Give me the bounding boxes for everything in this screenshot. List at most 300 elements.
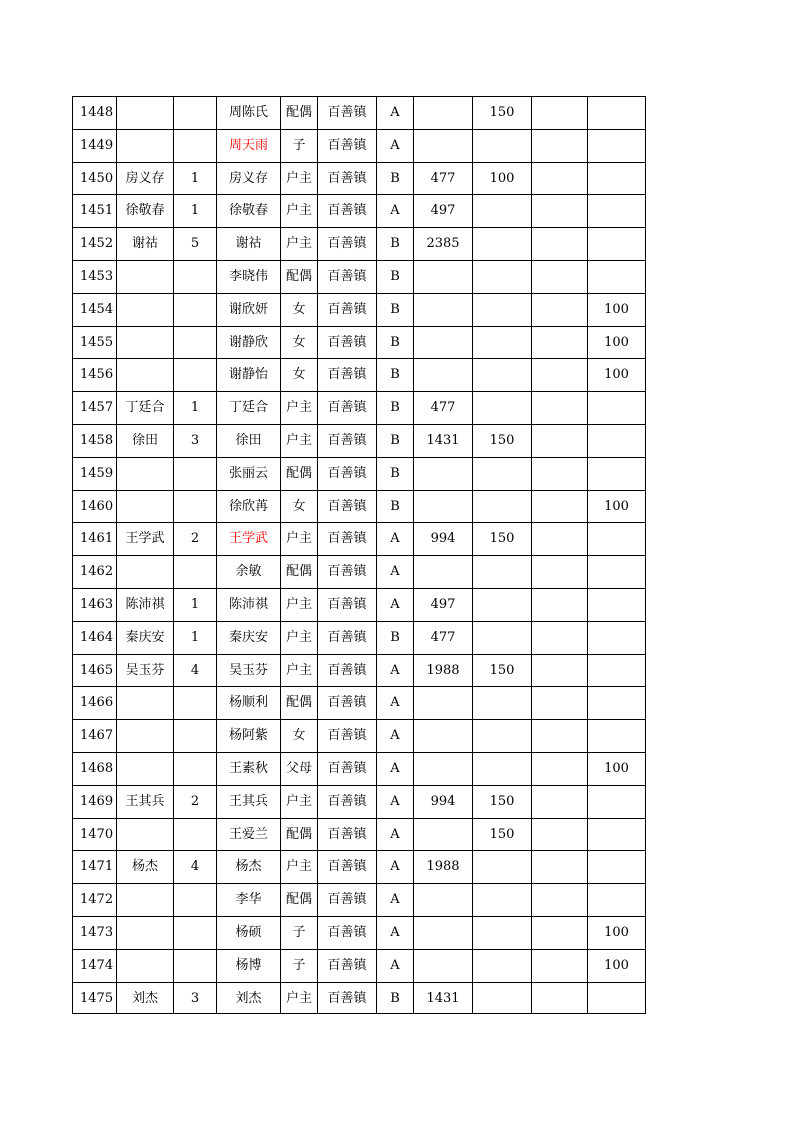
row-number-cell: 1474 xyxy=(72,949,116,982)
town-cell: 百善镇 xyxy=(317,293,376,326)
amount-3-cell xyxy=(531,391,587,424)
town-cell: 百善镇 xyxy=(317,326,376,359)
town-cell: 百善镇 xyxy=(317,227,376,260)
household-head-cell: 谢祜 xyxy=(116,227,173,260)
amount-2-cell xyxy=(472,719,531,752)
member-name-cell: 秦庆安 xyxy=(216,621,280,654)
relationship-cell: 配偶 xyxy=(280,818,317,851)
town-cell: 百善镇 xyxy=(317,588,376,621)
table-row xyxy=(72,162,646,195)
category-cell: B xyxy=(376,162,413,195)
amount-4-cell xyxy=(587,522,646,555)
household-head-cell: 杨杰 xyxy=(116,850,173,883)
household-head-cell xyxy=(116,883,173,916)
category-cell: A xyxy=(376,850,413,883)
amount-4-cell xyxy=(587,260,646,293)
row-number-cell: 1455 xyxy=(72,326,116,359)
category-cell: A xyxy=(376,129,413,162)
row-number-cell: 1464 xyxy=(72,621,116,654)
household-size-cell xyxy=(173,719,216,752)
amount-2-cell xyxy=(472,752,531,785)
table-row xyxy=(72,391,646,424)
amount-2-cell xyxy=(472,883,531,916)
amount-3-cell xyxy=(531,818,587,851)
table-row xyxy=(72,555,646,588)
category-cell: B xyxy=(376,982,413,1015)
amount-2-cell: 150 xyxy=(472,654,531,687)
amount-3-cell xyxy=(531,96,587,129)
category-cell: B xyxy=(376,621,413,654)
amount-1-cell: 2385 xyxy=(413,227,472,260)
town-cell: 百善镇 xyxy=(317,129,376,162)
amount-4-cell xyxy=(587,818,646,851)
amount-4-cell xyxy=(587,719,646,752)
relationship-cell: 配偶 xyxy=(280,260,317,293)
member-name-cell: 丁廷合 xyxy=(216,391,280,424)
category-cell: A xyxy=(376,916,413,949)
table-row xyxy=(72,916,646,949)
household-head-cell xyxy=(116,293,173,326)
household-head-cell: 房义存 xyxy=(116,162,173,195)
table-row xyxy=(72,949,646,982)
household-size-cell: 1 xyxy=(173,588,216,621)
town-cell: 百善镇 xyxy=(317,883,376,916)
amount-2-cell xyxy=(472,194,531,227)
amount-4-cell xyxy=(587,227,646,260)
relationship-cell: 女 xyxy=(280,490,317,523)
row-number-cell: 1475 xyxy=(72,982,116,1015)
amount-1-cell xyxy=(413,129,472,162)
amount-1-cell xyxy=(413,457,472,490)
amount-4-cell: 100 xyxy=(587,916,646,949)
amount-2-cell xyxy=(472,949,531,982)
household-head-cell: 吴玉芬 xyxy=(116,654,173,687)
member-name-cell: 徐欣苒 xyxy=(216,490,280,523)
member-name-cell: 王爱兰 xyxy=(216,818,280,851)
member-name-cell: 徐敬春 xyxy=(216,194,280,227)
household-head-cell: 陈沛祺 xyxy=(116,588,173,621)
household-head-cell xyxy=(116,752,173,785)
amount-3-cell xyxy=(531,260,587,293)
relationship-cell: 户主 xyxy=(280,785,317,818)
relationship-cell: 女 xyxy=(280,293,317,326)
amount-1-cell xyxy=(413,883,472,916)
member-name-cell: 王其兵 xyxy=(216,785,280,818)
household-size-cell xyxy=(173,326,216,359)
table-row xyxy=(72,719,646,752)
household-head-cell xyxy=(116,949,173,982)
category-cell: B xyxy=(376,358,413,391)
amount-3-cell xyxy=(531,424,587,457)
table-row xyxy=(72,260,646,293)
member-name-cell: 谢静欣 xyxy=(216,326,280,359)
row-number-cell: 1457 xyxy=(72,391,116,424)
table-row xyxy=(72,490,646,523)
amount-3-cell xyxy=(531,752,587,785)
amount-1-cell xyxy=(413,490,472,523)
amount-3-cell xyxy=(531,227,587,260)
town-cell: 百善镇 xyxy=(317,194,376,227)
amount-2-cell xyxy=(472,850,531,883)
amount-1-cell xyxy=(413,358,472,391)
amount-4-cell xyxy=(587,686,646,719)
amount-1-cell xyxy=(413,719,472,752)
town-cell: 百善镇 xyxy=(317,162,376,195)
household-head-cell xyxy=(116,457,173,490)
household-size-cell xyxy=(173,752,216,785)
member-name-cell: 周天雨 xyxy=(216,129,280,162)
amount-2-cell xyxy=(472,982,531,1015)
amount-4-cell xyxy=(587,96,646,129)
member-name-cell: 周陈氏 xyxy=(216,96,280,129)
household-head-cell xyxy=(116,916,173,949)
relationship-cell: 户主 xyxy=(280,194,317,227)
category-cell: B xyxy=(376,391,413,424)
table-row xyxy=(72,96,646,129)
household-size-cell xyxy=(173,260,216,293)
amount-1-cell xyxy=(413,686,472,719)
amount-4-cell xyxy=(587,588,646,621)
amount-4-cell: 100 xyxy=(587,490,646,523)
member-name-cell: 刘杰 xyxy=(216,982,280,1015)
amount-3-cell xyxy=(531,588,587,621)
household-size-cell xyxy=(173,555,216,588)
amount-4-cell: 100 xyxy=(587,949,646,982)
amount-1-cell xyxy=(413,818,472,851)
relationship-cell: 配偶 xyxy=(280,457,317,490)
relationship-cell: 配偶 xyxy=(280,96,317,129)
household-size-cell: 1 xyxy=(173,162,216,195)
member-name-cell: 杨阿紫 xyxy=(216,719,280,752)
amount-1-cell xyxy=(413,293,472,326)
member-name-cell: 谢静怡 xyxy=(216,358,280,391)
amount-4-cell xyxy=(587,457,646,490)
household-size-cell: 3 xyxy=(173,982,216,1015)
amount-3-cell xyxy=(531,949,587,982)
category-cell: A xyxy=(376,949,413,982)
category-cell: A xyxy=(376,588,413,621)
table-row xyxy=(72,752,646,785)
amount-2-cell xyxy=(472,457,531,490)
town-cell: 百善镇 xyxy=(317,457,376,490)
amount-4-cell xyxy=(587,424,646,457)
household-head-cell xyxy=(116,555,173,588)
relationship-cell: 户主 xyxy=(280,588,317,621)
household-size-cell xyxy=(173,686,216,719)
table-row xyxy=(72,457,646,490)
amount-3-cell xyxy=(531,916,587,949)
amount-3-cell xyxy=(531,457,587,490)
member-name-cell: 余敏 xyxy=(216,555,280,588)
table-row xyxy=(72,818,646,851)
member-name-cell: 杨顺利 xyxy=(216,686,280,719)
household-size-cell xyxy=(173,96,216,129)
amount-3-cell xyxy=(531,358,587,391)
category-cell: A xyxy=(376,654,413,687)
category-cell: A xyxy=(376,686,413,719)
row-number-cell: 1459 xyxy=(72,457,116,490)
household-table xyxy=(72,96,646,1014)
amount-4-cell: 100 xyxy=(587,752,646,785)
relationship-cell: 户主 xyxy=(280,850,317,883)
table-row xyxy=(72,293,646,326)
amount-1-cell: 1988 xyxy=(413,850,472,883)
town-cell: 百善镇 xyxy=(317,752,376,785)
amount-3-cell xyxy=(531,555,587,588)
amount-4-cell xyxy=(587,555,646,588)
household-head-cell: 丁廷合 xyxy=(116,391,173,424)
relationship-cell: 户主 xyxy=(280,522,317,555)
amount-1-cell: 1431 xyxy=(413,982,472,1015)
amount-2-cell: 150 xyxy=(472,522,531,555)
amount-4-cell xyxy=(587,785,646,818)
town-cell: 百善镇 xyxy=(317,555,376,588)
amount-3-cell xyxy=(531,621,587,654)
amount-2-cell xyxy=(472,129,531,162)
amount-2-cell xyxy=(472,588,531,621)
amount-1-cell: 497 xyxy=(413,588,472,621)
amount-2-cell xyxy=(472,293,531,326)
household-head-cell xyxy=(116,96,173,129)
amount-2-cell: 150 xyxy=(472,785,531,818)
town-cell: 百善镇 xyxy=(317,96,376,129)
row-number-cell: 1448 xyxy=(72,96,116,129)
row-number-cell: 1452 xyxy=(72,227,116,260)
category-cell: B xyxy=(376,326,413,359)
amount-3-cell xyxy=(531,490,587,523)
amount-1-cell: 1988 xyxy=(413,654,472,687)
category-cell: A xyxy=(376,883,413,916)
category-cell: A xyxy=(376,785,413,818)
amount-2-cell xyxy=(472,555,531,588)
relationship-cell: 户主 xyxy=(280,621,317,654)
member-name-cell: 李晓伟 xyxy=(216,260,280,293)
table-row xyxy=(72,194,646,227)
amount-2-cell xyxy=(472,326,531,359)
row-number-cell: 1451 xyxy=(72,194,116,227)
member-name-cell: 谢祜 xyxy=(216,227,280,260)
relationship-cell: 子 xyxy=(280,129,317,162)
category-cell: A xyxy=(376,194,413,227)
relationship-cell: 女 xyxy=(280,719,317,752)
category-cell: B xyxy=(376,457,413,490)
household-head-cell: 徐敬春 xyxy=(116,194,173,227)
relationship-cell: 户主 xyxy=(280,162,317,195)
member-name-cell: 李华 xyxy=(216,883,280,916)
amount-4-cell xyxy=(587,982,646,1015)
relationship-cell: 配偶 xyxy=(280,883,317,916)
amount-1-cell xyxy=(413,949,472,982)
town-cell: 百善镇 xyxy=(317,391,376,424)
relationship-cell: 配偶 xyxy=(280,686,317,719)
amount-1-cell xyxy=(413,555,472,588)
town-cell: 百善镇 xyxy=(317,982,376,1015)
relationship-cell: 父母 xyxy=(280,752,317,785)
amount-3-cell xyxy=(531,326,587,359)
row-number-cell: 1473 xyxy=(72,916,116,949)
household-head-cell xyxy=(116,129,173,162)
household-head-cell: 刘杰 xyxy=(116,982,173,1015)
town-cell: 百善镇 xyxy=(317,785,376,818)
member-name-cell: 陈沛祺 xyxy=(216,588,280,621)
amount-1-cell: 477 xyxy=(413,162,472,195)
household-head-cell: 王学武 xyxy=(116,522,173,555)
amount-4-cell xyxy=(587,129,646,162)
amount-2-cell: 100 xyxy=(472,162,531,195)
amount-3-cell xyxy=(531,129,587,162)
row-number-cell: 1467 xyxy=(72,719,116,752)
row-number-cell: 1454 xyxy=(72,293,116,326)
amount-4-cell: 100 xyxy=(587,326,646,359)
amount-3-cell xyxy=(531,522,587,555)
household-size-cell: 1 xyxy=(173,194,216,227)
row-number-cell: 1470 xyxy=(72,818,116,851)
table-row xyxy=(72,654,646,687)
town-cell: 百善镇 xyxy=(317,654,376,687)
household-head-cell xyxy=(116,686,173,719)
category-cell: A xyxy=(376,96,413,129)
amount-1-cell xyxy=(413,916,472,949)
amount-3-cell xyxy=(531,686,587,719)
category-cell: B xyxy=(376,424,413,457)
row-number-cell: 1460 xyxy=(72,490,116,523)
household-head-cell: 秦庆安 xyxy=(116,621,173,654)
row-number-cell: 1462 xyxy=(72,555,116,588)
household-head-cell xyxy=(116,818,173,851)
household-head-cell: 徐田 xyxy=(116,424,173,457)
member-name-cell: 房义存 xyxy=(216,162,280,195)
table-row xyxy=(72,686,646,719)
category-cell: A xyxy=(376,818,413,851)
household-size-cell xyxy=(173,358,216,391)
household-size-cell: 4 xyxy=(173,850,216,883)
household-size-cell: 1 xyxy=(173,621,216,654)
household-head-cell xyxy=(116,326,173,359)
amount-4-cell xyxy=(587,654,646,687)
amount-1-cell xyxy=(413,326,472,359)
household-size-cell xyxy=(173,916,216,949)
relationship-cell: 户主 xyxy=(280,227,317,260)
amount-1-cell xyxy=(413,96,472,129)
household-size-cell xyxy=(173,457,216,490)
relationship-cell: 户主 xyxy=(280,424,317,457)
row-number-cell: 1450 xyxy=(72,162,116,195)
row-number-cell: 1449 xyxy=(72,129,116,162)
table-row xyxy=(72,883,646,916)
amount-4-cell xyxy=(587,850,646,883)
category-cell: A xyxy=(376,555,413,588)
amount-4-cell xyxy=(587,621,646,654)
amount-4-cell xyxy=(587,194,646,227)
household-head-cell xyxy=(116,358,173,391)
member-name-cell: 杨硕 xyxy=(216,916,280,949)
relationship-cell: 户主 xyxy=(280,391,317,424)
category-cell: B xyxy=(376,490,413,523)
relationship-cell: 女 xyxy=(280,326,317,359)
category-cell: A xyxy=(376,719,413,752)
row-number-cell: 1463 xyxy=(72,588,116,621)
amount-4-cell xyxy=(587,883,646,916)
amount-2-cell: 150 xyxy=(472,818,531,851)
amount-3-cell xyxy=(531,194,587,227)
row-number-cell: 1461 xyxy=(72,522,116,555)
table-row xyxy=(72,227,646,260)
table-row xyxy=(72,982,646,1015)
amount-3-cell xyxy=(531,719,587,752)
household-size-cell: 4 xyxy=(173,654,216,687)
member-name-cell: 杨杰 xyxy=(216,850,280,883)
amount-1-cell: 477 xyxy=(413,391,472,424)
household-size-cell: 2 xyxy=(173,785,216,818)
relationship-cell: 配偶 xyxy=(280,555,317,588)
table-row xyxy=(72,850,646,883)
household-size-cell: 2 xyxy=(173,522,216,555)
town-cell: 百善镇 xyxy=(317,686,376,719)
member-name-cell: 谢欣妍 xyxy=(216,293,280,326)
amount-2-cell xyxy=(472,227,531,260)
town-cell: 百善镇 xyxy=(317,522,376,555)
category-cell: B xyxy=(376,227,413,260)
amount-4-cell: 100 xyxy=(587,293,646,326)
category-cell: A xyxy=(376,752,413,785)
amount-3-cell xyxy=(531,883,587,916)
row-number-cell: 1468 xyxy=(72,752,116,785)
row-number-cell: 1456 xyxy=(72,358,116,391)
amount-1-cell: 994 xyxy=(413,785,472,818)
amount-1-cell: 497 xyxy=(413,194,472,227)
table-row xyxy=(72,522,646,555)
amount-4-cell: 100 xyxy=(587,358,646,391)
member-name-cell: 张丽云 xyxy=(216,457,280,490)
amount-2-cell: 150 xyxy=(472,96,531,129)
relationship-cell: 子 xyxy=(280,916,317,949)
amount-2-cell xyxy=(472,490,531,523)
amount-1-cell: 1431 xyxy=(413,424,472,457)
town-cell: 百善镇 xyxy=(317,490,376,523)
member-name-cell: 王素秋 xyxy=(216,752,280,785)
amount-3-cell xyxy=(531,162,587,195)
amount-4-cell xyxy=(587,162,646,195)
amount-1-cell: 477 xyxy=(413,621,472,654)
relationship-cell: 户主 xyxy=(280,982,317,1015)
relationship-cell: 子 xyxy=(280,949,317,982)
member-name-cell: 徐田 xyxy=(216,424,280,457)
amount-4-cell xyxy=(587,391,646,424)
town-cell: 百善镇 xyxy=(317,916,376,949)
row-number-cell: 1469 xyxy=(72,785,116,818)
household-size-cell: 3 xyxy=(173,424,216,457)
amount-3-cell xyxy=(531,293,587,326)
household-size-cell xyxy=(173,883,216,916)
table-row xyxy=(72,358,646,391)
amount-3-cell xyxy=(531,850,587,883)
row-number-cell: 1471 xyxy=(72,850,116,883)
table-row xyxy=(72,424,646,457)
amount-2-cell xyxy=(472,260,531,293)
category-cell: A xyxy=(376,522,413,555)
category-cell: B xyxy=(376,293,413,326)
table-row xyxy=(72,785,646,818)
row-number-cell: 1453 xyxy=(72,260,116,293)
table-row xyxy=(72,588,646,621)
household-size-cell: 1 xyxy=(173,391,216,424)
household-head-cell xyxy=(116,490,173,523)
household-size-cell xyxy=(173,818,216,851)
amount-2-cell xyxy=(472,391,531,424)
town-cell: 百善镇 xyxy=(317,850,376,883)
row-number-cell: 1465 xyxy=(72,654,116,687)
town-cell: 百善镇 xyxy=(317,818,376,851)
